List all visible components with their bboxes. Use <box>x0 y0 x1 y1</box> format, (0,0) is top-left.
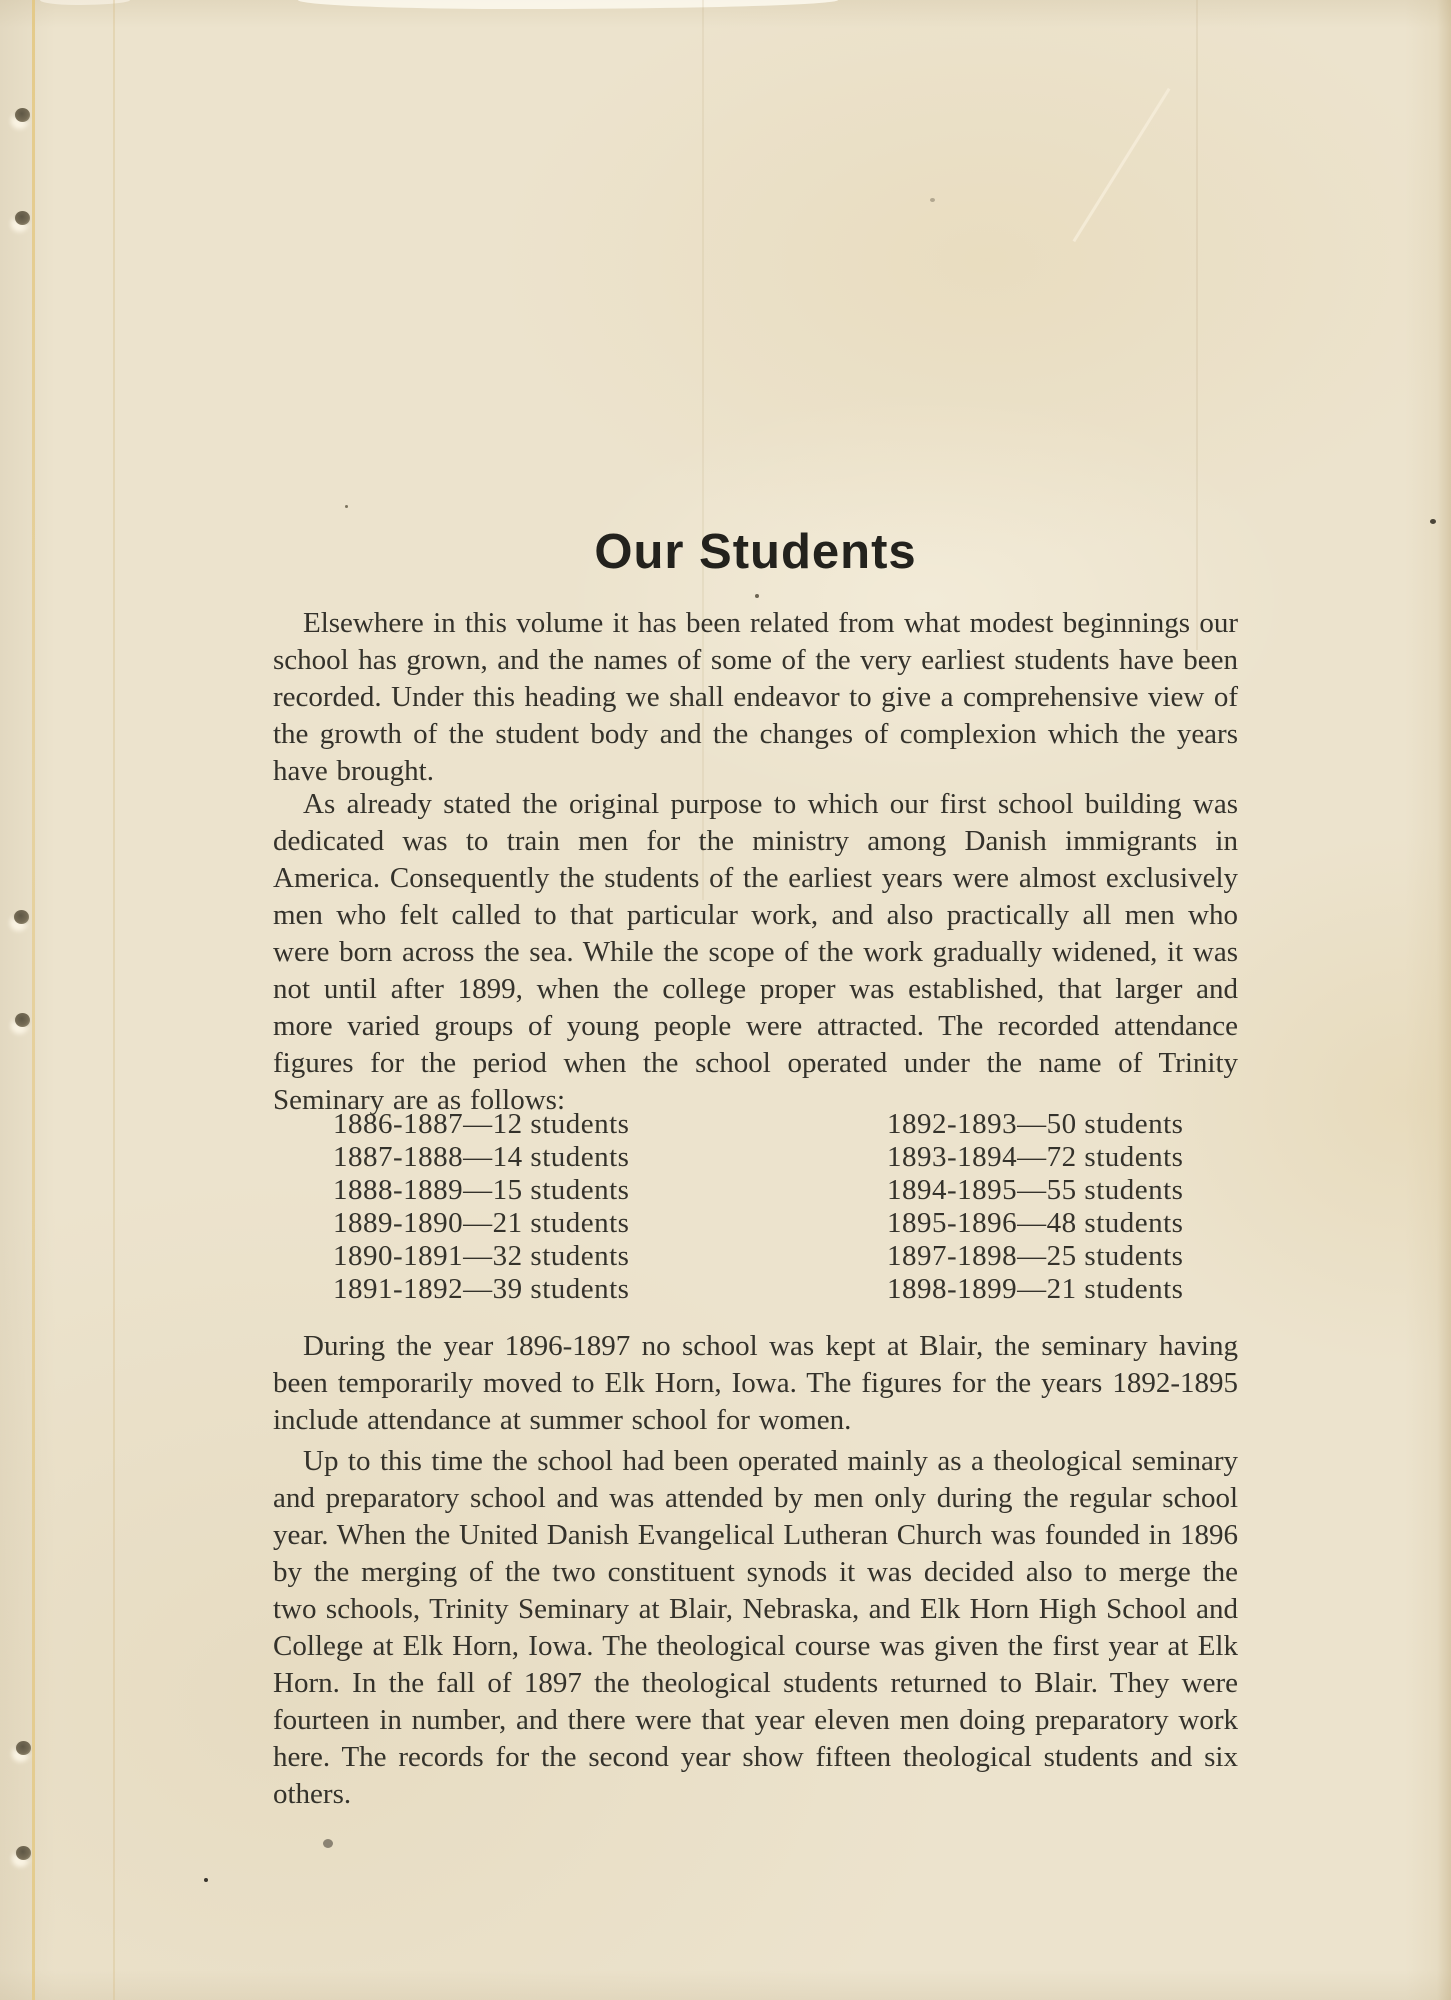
attendance-entry: 1887-1888—14 students <box>333 1141 630 1173</box>
attendance-column-left <box>333 1108 629 1306</box>
binding-hole <box>15 1013 30 1027</box>
attendance-entry: 1894-1895—55 students <box>887 1174 1184 1206</box>
paragraph-original-purpose: As already stated the original purpose to which our first school building was dedicated was to train men for the ministry among Danish immigrants in America. Consequently the students of the earliest years were almost exclusively men who felt called to that particular work, and also practically all men who were born across the sea. While the scope of the work gradually widened, it was not until after 1899, when the college proper was established, that larger and more varied groups of young people were attracted. The recorded attendance figures for the period when the school operated under the name of Trinity Seminary are as follows: <box>273 788 1238 1116</box>
attendance-entry: 1891-1892—39 students <box>333 1273 630 1305</box>
fold-crease <box>113 0 115 2000</box>
torn-paper-edge <box>40 0 130 5</box>
binding-hole <box>15 108 30 122</box>
attendance-entry: 1892-1893—50 students <box>887 1108 1184 1140</box>
binding-hole <box>14 910 29 924</box>
torn-paper-edge <box>298 0 838 9</box>
paper-speck <box>755 594 759 598</box>
paper-speck <box>204 1878 208 1882</box>
paragraph-elk-horn: During the year 1896-1897 no school was kept at Blair, the seminary having been temporarily moved to Elk Horn, Iowa. The figures for the years 1892-1895 include attendance at summer school for women. <box>273 1330 1238 1436</box>
attendance-entry: 1893-1894—72 students <box>887 1141 1184 1173</box>
binding-hole <box>16 1846 31 1860</box>
attendance-entry: 1895-1896—48 students <box>887 1207 1184 1239</box>
page-title: Our Students <box>594 525 917 579</box>
paragraph-intro: Elsewhere in this volume it has been related from what modest beginnings our school has grown, and the names of some of the very earliest students have been recorded. Under this heading we shall endeavor to give a comprehensive view of the growth of the student body and the changes of complexion which the years have brought. <box>273 607 1238 787</box>
fold-crease <box>32 0 35 2000</box>
paper-speck <box>930 198 935 202</box>
paper-speck <box>323 1839 333 1848</box>
paragraph-merger: Up to this time the school had been operated mainly as a theological seminary and preparatory school and was attended by men only during the regular school year. When the United Danish Evangelical Lutheran Church was founded in 1896 by the merging of the two constituent synods it was decided also to merge the two schools, Trinity Seminary at Blair, Nebraska, and Elk Horn High School and College at Elk Horn, Iowa. The theological course was given the first year at Elk Horn. In the fall of 1897 the theological students returned to Blair. They were fourteen in number, and there were that year eleven men doing preparatory work here. The records for the second year show fifteen theological students and six others. <box>273 1445 1238 1810</box>
paper-speck <box>345 505 348 508</box>
attendance-entry: 1897-1898—25 students <box>887 1240 1184 1272</box>
fold-crease <box>1073 88 1171 242</box>
paper-speck <box>1430 519 1436 524</box>
attendance-column-right <box>887 1108 1183 1306</box>
attendance-entry: 1888-1889—15 students <box>333 1174 630 1206</box>
binding-hole <box>16 1741 31 1755</box>
binding-hole <box>15 211 30 225</box>
attendance-entry: 1898-1899—21 students <box>887 1273 1184 1305</box>
attendance-entry: 1890-1891—32 students <box>333 1240 630 1272</box>
attendance-entry: 1886-1887—12 students <box>333 1108 630 1140</box>
attendance-entry: 1889-1890—21 students <box>333 1207 630 1239</box>
